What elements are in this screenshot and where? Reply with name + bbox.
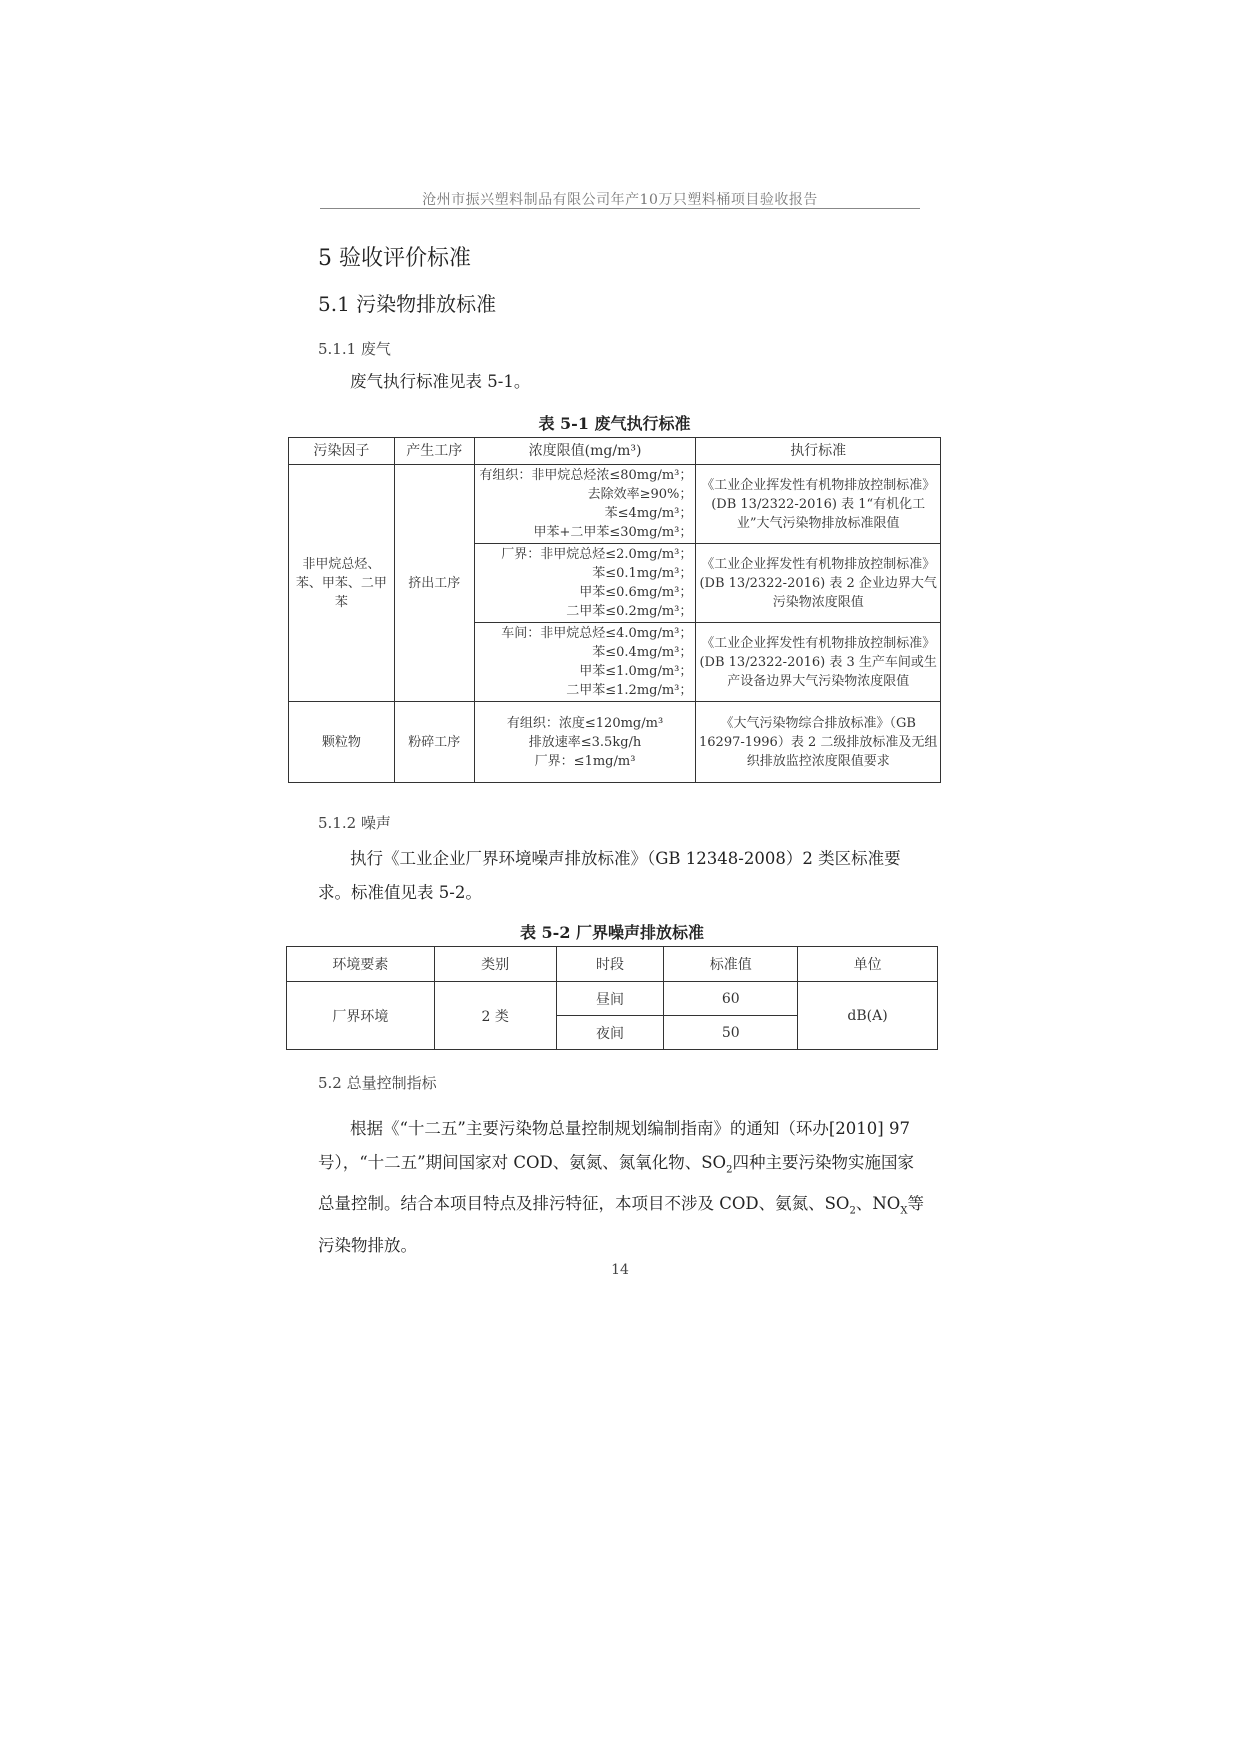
table-row bbox=[289, 702, 941, 783]
process-cell: 粉碎工序 bbox=[394, 702, 474, 783]
running-header: 沧州市振兴塑料制品有限公司年产10万只塑料桶项目验收报告 bbox=[422, 192, 818, 208]
section-heading-5-1-2: 5.1.2 噪声 bbox=[318, 814, 391, 832]
header-cell: 类别 bbox=[434, 947, 556, 982]
table-5-1 bbox=[288, 437, 941, 783]
header-rule bbox=[320, 208, 920, 209]
page-number: 14 bbox=[611, 1262, 629, 1278]
section-heading-5: 5 验收评价标准 bbox=[318, 246, 471, 271]
header-cell: 产生工序 bbox=[394, 438, 474, 465]
table-5-1-caption: 表 5-1 废气执行标准 bbox=[538, 414, 691, 433]
section-heading-5-1-1: 5.1.1 废气 bbox=[318, 340, 391, 358]
standard-cell: 《工业企业挥发性有机物排放控制标准》(DB 13/2322-2016) 表 3 生产车间或生产设备边界大气污染物浓度限值 bbox=[696, 623, 941, 702]
period-cell: 昼间 bbox=[556, 982, 664, 1016]
subscript: X bbox=[900, 1205, 908, 1217]
paragraph-noise: 执行《工业企业厂界环境噪声排放标准》（GB 12348-2008）2 类区标准要求。标准值见表 5-2。 bbox=[318, 849, 901, 902]
standard-cell: 《工业企业挥发性有机物排放控制标准》(DB 13/2322-2016) 表 2 企业边界大气污染物浓度限值 bbox=[696, 544, 941, 623]
table-row bbox=[287, 982, 938, 1016]
table-5-2 bbox=[286, 946, 938, 1050]
paragraph-total-control bbox=[318, 1112, 928, 1263]
table-header-row bbox=[287, 947, 938, 982]
standard-cell: 《工业企业挥发性有机物排放控制标准》(DB 13/2322-2016) 表 1“有机化工业”大气污染物排放标准限值 bbox=[696, 465, 941, 544]
header-cell: 污染因子 bbox=[289, 438, 395, 465]
value-cell: 50 bbox=[664, 1016, 798, 1050]
value-cell: 60 bbox=[664, 982, 798, 1016]
pollutant-factor-cell: 非甲烷总烃、苯、甲苯、二甲苯 bbox=[289, 465, 395, 702]
limit-cell: 有组织：浓度≤120mg/m³ 排放速率≤3.5kg/h 厂界：≤1mg/m³ bbox=[474, 702, 696, 783]
section-heading-5-2: 5.2 总量控制指标 bbox=[318, 1074, 437, 1092]
table-row bbox=[289, 465, 941, 544]
environment-element-cell: 厂界环境 bbox=[287, 982, 435, 1050]
pollutant-factor-cell: 颗粒物 bbox=[289, 702, 395, 783]
header-cell: 时段 bbox=[556, 947, 664, 982]
category-cell: 2 类 bbox=[434, 982, 556, 1050]
unit-cell: dB(A) bbox=[798, 982, 938, 1050]
standard-cell: 《大气污染物综合排放标准》（GB 16297-1996）表 2 二级排放标准及无组织排放监控浓度限值要求 bbox=[696, 702, 941, 783]
header-cell: 环境要素 bbox=[287, 947, 435, 982]
paragraph-text: 、NO bbox=[855, 1194, 901, 1214]
header-cell: 标准值 bbox=[664, 947, 798, 982]
header-cell: 浓度限值(mg/m³) bbox=[474, 438, 696, 465]
section-heading-5-1: 5.1 污染物排放标准 bbox=[318, 292, 497, 316]
limit-cell: 厂界：非甲烷总烃≤2.0mg/m³； 苯≤0.1mg/m³； 甲苯≤0.6mg/m³； 二甲苯≤0.2mg/m³； bbox=[474, 544, 696, 623]
period-cell: 夜间 bbox=[556, 1016, 664, 1050]
limit-cell: 车间：非甲烷总烃≤4.0mg/m³； 苯≤0.4mg/m³； 甲苯≤1.0mg/m³； 二甲苯≤1.2mg/m³； bbox=[474, 623, 696, 702]
process-cell: 挤出工序 bbox=[394, 465, 474, 702]
subscript: 2 bbox=[849, 1205, 856, 1217]
paragraph-text: 根据《“十二五”主要污染物总量控制规划编制指南》的通知（环办[2010] 97 号），“十二五”期间国家对 COD、氨氮、氮氧化物、SO bbox=[318, 1119, 910, 1172]
paragraph-text: 四种主要污染物实施国家总量控制。结合本项目特点及排污特征，本项目不涉及 COD、氨氮、SO bbox=[318, 1153, 914, 1214]
paragraph-air: 废气执行标准见表 5-1。 bbox=[350, 372, 531, 391]
paragraph-text: 等污染物排放。 bbox=[318, 1194, 924, 1255]
limit-cell: 有组织：非甲烷总烃浓≤80mg/m³； 去除效率≥90%； 苯≤4mg/m³； 甲苯+二甲苯≤30mg/m³； bbox=[474, 465, 696, 544]
header-cell: 单位 bbox=[798, 947, 938, 982]
table-5-2-caption: 表 5-2 厂界噪声排放标准 bbox=[519, 923, 705, 942]
header-cell: 执行标准 bbox=[696, 438, 941, 465]
table-header-row bbox=[289, 438, 941, 465]
subscript: 2 bbox=[726, 1164, 733, 1176]
